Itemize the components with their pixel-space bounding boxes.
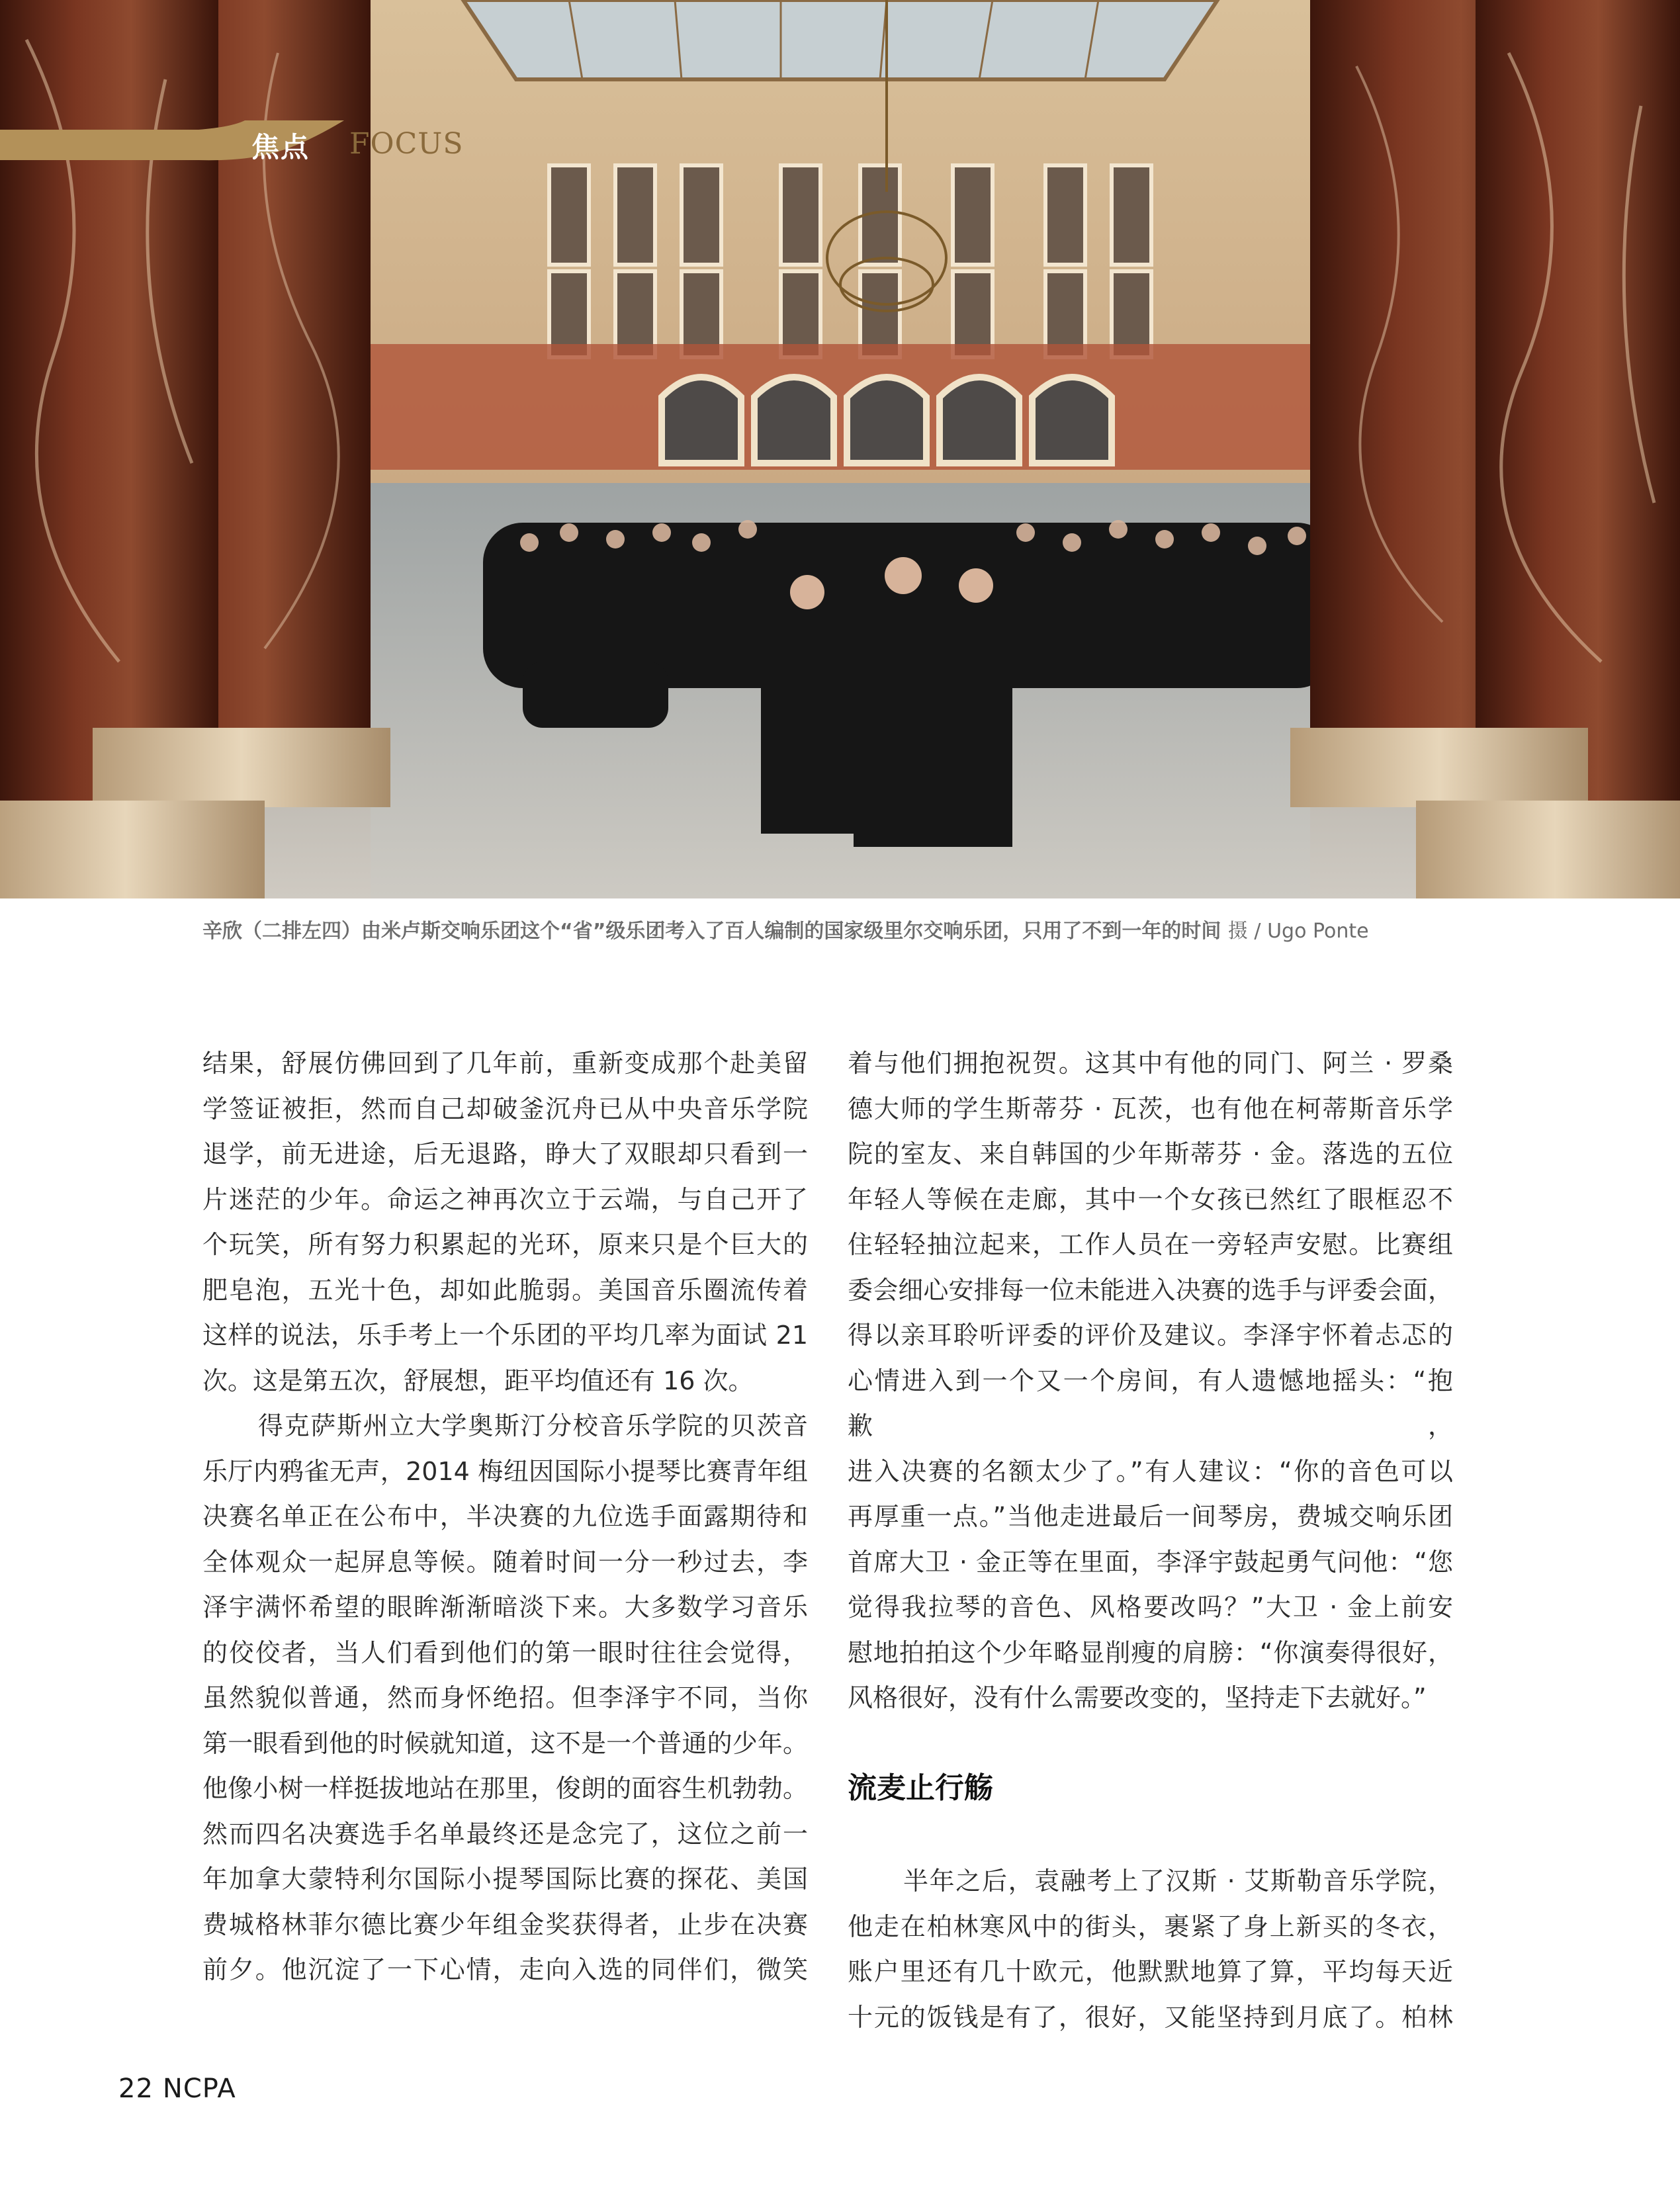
text-line: 再厚重一点。”当他走进最后一间琴房，费城交响乐团 xyxy=(848,1502,1453,1531)
text-line: 觉得我拉琴的音色、风格要改吗？”大卫 · 金上前安 xyxy=(848,1593,1453,1622)
text-line: 心情进入到一个又一个房间，有人遗憾地摇头：“抱歉， xyxy=(848,1366,1453,1440)
caption-text: 辛欣（二排左四）由米卢斯交响乐团这个“省”级乐团考入了百人编制的国家级里尔交响乐团，只用了不到一年的时间 xyxy=(202,920,1221,943)
page-footer xyxy=(118,2074,236,2104)
text-line: 的佼佼者，当人们看到他们的第一眼时往往会觉得， xyxy=(202,1638,808,1667)
photo-credit: 摄 / Ugo Ponte xyxy=(1227,920,1369,943)
section-subheading: 流麦止行觞 xyxy=(848,1771,993,1805)
text-line: 半年之后，袁融考上了汉斯 · 艾斯勒音乐学院， xyxy=(903,1866,1453,1896)
text-line: 退学，前无进途，后无退路，睁大了双眼却只看到一 xyxy=(202,1139,808,1168)
text-line: 全体观众一起屏息等候。随着时间一分一秒过去，李 xyxy=(202,1547,808,1577)
article-column-right xyxy=(848,1041,1453,2040)
text-line: 院的室友、来自韩国的少年斯蒂芬 · 金。落选的五位 xyxy=(848,1139,1453,1168)
text-line: 风格很好，没有什么需要改变的，坚持走下去就好。” xyxy=(848,1683,1427,1712)
text-line: 然而四名决赛选手名单最终还是念完了，这位之前一 xyxy=(202,1819,808,1849)
text-line: 虽然貌似普通，然而身怀绝招。但李泽宇不同，当你 xyxy=(202,1683,808,1712)
text-line: 委会细心安排每一位未能进入决赛的选手与评委会面， xyxy=(848,1275,1453,1305)
section-label-cn: 焦点 xyxy=(251,131,310,163)
text-line: 次。这是第五次，舒展想，距平均值还有 16 次。 xyxy=(202,1366,754,1395)
text-line: 他走在柏林寒风中的街头，裹紧了身上新买的冬衣， xyxy=(848,1911,1453,1941)
text-line: 首席大卫 · 金正等在里面，李泽宇鼓起勇气问他：“您 xyxy=(848,1547,1453,1577)
text-line: 肥皂泡，五光十色，却如此脆弱。美国音乐圈流传着 xyxy=(202,1275,808,1305)
text-line: 片迷茫的少年。命运之神再次立于云端，与自己开了 xyxy=(202,1184,808,1214)
text-line: 住轻轻抽泣起来，工作人员在一旁轻声安慰。比赛组 xyxy=(848,1230,1453,1259)
text-line: 慰地拍拍这个少年略显削瘦的肩膀：“你演奏得很好， xyxy=(848,1638,1453,1667)
text-line: 决赛名单正在公布中，半决赛的九位选手面露期待和 xyxy=(202,1502,808,1531)
text-line: 账户里还有几十欧元，他默默地算了算，平均每天近 xyxy=(848,1957,1453,1986)
text-line: 第一眼看到他的时候就知道，这不是一个普通的少年。 xyxy=(202,1728,808,1758)
section-tag xyxy=(0,120,463,167)
magazine-name: NCPA xyxy=(162,2074,236,2104)
text-line: 得以亲耳聆听评委的评价及建议。李泽宇怀着忐忑的 xyxy=(848,1321,1453,1350)
text-line: 这样的说法，乐手考上一个乐团的平均几率为面试 21 xyxy=(202,1321,808,1350)
text-line: 学签证被拒，然而自己却破釜沉舟已从中央音乐学院 xyxy=(202,1094,808,1123)
text-line: 年加拿大蒙特利尔国际小提琴国际比赛的探花、美国 xyxy=(202,1864,808,1894)
text-line: 着与他们拥抱祝贺。这其中有他的同门、阿兰 · 罗桑 xyxy=(848,1049,1453,1078)
page-number: 22 xyxy=(118,2074,154,2104)
text-line: 泽宇满怀希望的眼眸渐渐暗淡下来。大多数学习音乐 xyxy=(202,1593,808,1622)
text-line: 乐厅内鸦雀无声，2014 梅纽因国际小提琴比赛青年组 xyxy=(202,1456,808,1486)
text-line: 进入决赛的名额太少了。”有人建议：“你的音色可以 xyxy=(848,1456,1453,1486)
text-line: 十元的饭钱是有了，很好，又能坚持到月底了。柏林 xyxy=(848,2002,1453,2032)
text-line: 结果，舒展仿佛回到了几年前，重新变成那个赴美留 xyxy=(202,1049,808,1078)
article-column-left xyxy=(202,1041,808,1993)
text-line: 得克萨斯州立大学奥斯汀分校音乐学院的贝茨音 xyxy=(258,1411,808,1440)
text-line: 他像小树一样挺拔地站在那里，俊朗的面容生机勃勃。 xyxy=(202,1774,808,1803)
text-line: 德大师的学生斯蒂芬 · 瓦茨，也有他在柯蒂斯音乐学 xyxy=(848,1094,1453,1123)
photo-caption xyxy=(202,914,1486,943)
text-line: 年轻人等候在走廊，其中一个女孩已然红了眼框忍不 xyxy=(848,1184,1453,1214)
text-line: 个玩笑，所有努力积累起的光环，原来只是个巨大的 xyxy=(202,1230,808,1259)
text-line: 费城格林菲尔德比赛少年组金奖获得者，止步在决赛 xyxy=(202,1909,808,1939)
section-label-en: FOCUS xyxy=(349,127,464,161)
text-line: 前夕。他沉淀了一下心情，走向入选的同伴们，微笑 xyxy=(202,1955,808,1984)
